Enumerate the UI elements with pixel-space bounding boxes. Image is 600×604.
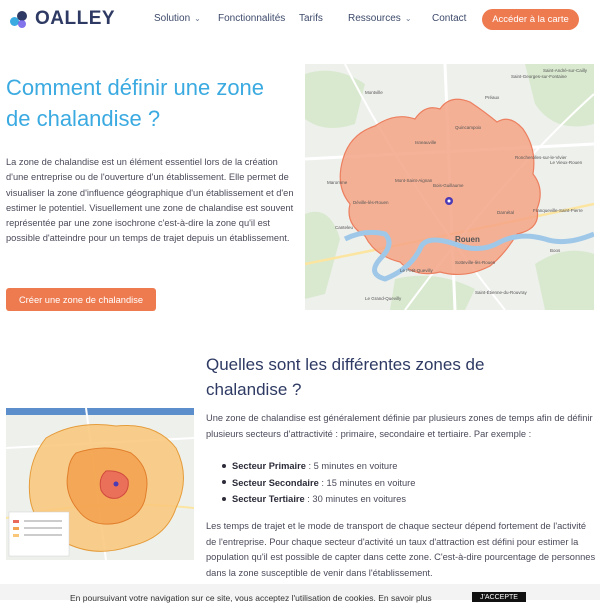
svg-text:Darnétal: Darnétal — [497, 210, 515, 215]
nav-label: Fonctionnalités — [218, 13, 286, 24]
svg-text:Le Grand-Quevilly: Le Grand-Quevilly — [365, 296, 402, 301]
sector-name: Secteur Secondaire — [232, 477, 319, 488]
svg-text:Boos: Boos — [550, 248, 561, 253]
section1-paragraph: La zone de chalandise est un élément essentiel lors de la création d'une entreprise ou de l'ouverture d'un établissement. Elle permet de visualiser la zone d'influence géographique d'un établissement et d'en estimer le potentiel. Visuellement une zone de chalandise est souvent représentée par une zone isochrone c'est-à-dire la zone qu'il est possible d'atteindre pour un temps de trajet depuis un établissement. — [6, 157, 294, 244]
chevron-down-icon: ⌄ — [194, 14, 201, 23]
svg-text:Quincampoix: Quincampoix — [455, 125, 482, 130]
svg-text:Canteleu: Canteleu — [335, 225, 354, 230]
multi-zone-map[interactable] — [6, 408, 194, 560]
svg-text:Roncherolles-sur-le-Vivier: Roncherolles-sur-le-Vivier — [515, 155, 567, 160]
svg-text:Saint-André-sur-Cailly: Saint-André-sur-Cailly — [543, 68, 588, 73]
sector-desc: : 15 minutes en voiture — [318, 477, 416, 488]
svg-text:Déville-lès-Rouen: Déville-lès-Rouen — [353, 200, 389, 205]
svg-text:Préaux: Préaux — [485, 95, 500, 100]
nav-tarifs[interactable] — [299, 13, 323, 24]
create-zone-button[interactable]: Créer une zone de chalandise — [6, 288, 156, 311]
bullet-icon — [222, 464, 226, 468]
svg-text:Franqueville-Saint-Pierre: Franqueville-Saint-Pierre — [533, 208, 583, 213]
section2-title: Quelles sont les différentes zones de chalandise ? — [206, 355, 485, 399]
map-label-rouen: Rouen — [455, 235, 480, 244]
sector-desc: : 30 minutes en voitures — [304, 494, 406, 504]
nav-label: Tarifs — [299, 13, 323, 24]
cookie-banner — [0, 584, 600, 603]
logo-text: OALLEY — [35, 8, 116, 29]
section1-title: Comment définir une zone de chalandise ? — [6, 75, 265, 131]
nav-label: Ressources — [348, 13, 401, 24]
nav-solution[interactable] — [154, 13, 201, 24]
logo-icon — [10, 9, 32, 29]
svg-text:Mont-Saint-Aignan: Mont-Saint-Aignan — [395, 178, 433, 183]
nav-ressources[interactable] — [348, 13, 412, 24]
sector-name: Secteur Tertiaire — [232, 494, 305, 504]
svg-text:Saint-Étienne-du-Rouvray: Saint-Étienne-du-Rouvray — [475, 290, 527, 295]
accept-cookies-button[interactable]: J'ACCEPTE — [472, 592, 526, 602]
svg-text:Le Petit-Quevilly: Le Petit-Quevilly — [400, 268, 433, 273]
svg-text:Maromme: Maromme — [327, 180, 348, 185]
svg-text:Sotteville-lès-Rouen: Sotteville-lès-Rouen — [455, 260, 496, 265]
access-map-button[interactable]: Accéder à la carte — [482, 9, 579, 30]
svg-text:Bois-Guillaume: Bois-Guillaume — [433, 183, 464, 188]
logo[interactable] — [10, 8, 115, 30]
chevron-down-icon: ⌄ — [404, 14, 412, 23]
sector-desc: : 5 minutes en voiture — [305, 461, 398, 471]
svg-text:Saint-Georges-sur-Fontaine: Saint-Georges-sur-Fontaine — [511, 74, 567, 79]
section2-intro: Une zone de chalandise est généralement définie par plusieurs zones de temps afin de définir plusieurs secteurs d'attractivité : primaire, secondaire et tertiaire. Par exemple : — [206, 413, 593, 439]
nav-contact[interactable] — [432, 13, 466, 24]
cookie-text: En poursuivant votre navigation sur ce site, vous acceptez l'utilisation de cookies. En savoir plus — [70, 593, 432, 603]
sector-list — [222, 458, 582, 508]
nav-label: Solution — [154, 13, 191, 24]
site-header — [0, 0, 600, 40]
list-item — [222, 458, 582, 475]
section2-paragraph: Les temps de trajet et le mode de transport de chaque secteur dépend fortement de l'activité de l'entreprise. Pour chaque secteur d'activité un taux d'attraction est défini pour estimer la population qu'il est possible de capter dans cette zone. C'est-à-dire pourcentage de personnes dans la zone susceptible de venir dans l'établissement. — [206, 521, 596, 578]
isochrone-map-rouen[interactable] — [305, 64, 594, 310]
sector-name: Secteur Primaire — [232, 461, 306, 471]
nav-label: Contact — [432, 13, 467, 24]
bullet-icon — [222, 480, 226, 484]
nav-fonctionnalites[interactable] — [218, 13, 285, 24]
svg-text:Montville: Montville — [365, 90, 383, 95]
svg-text:Le Vieux-Rouen: Le Vieux-Rouen — [550, 160, 583, 165]
bullet-icon — [222, 497, 226, 501]
list-item — [222, 491, 582, 508]
list-item — [222, 475, 582, 492]
svg-text:Isneauville: Isneauville — [415, 140, 437, 145]
